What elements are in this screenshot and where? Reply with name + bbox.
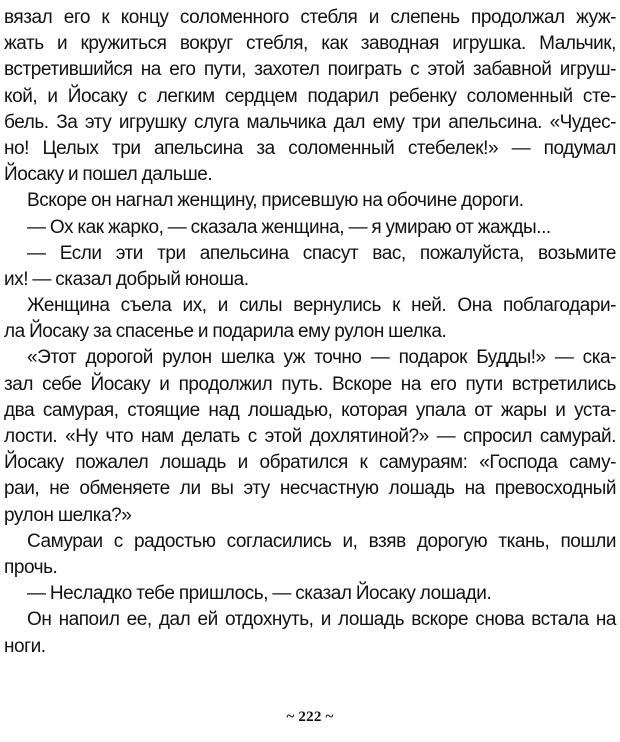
text-line: Самураи с радостью согласились и, взяв дорогую ткань, пошли <box>27 530 616 552</box>
text-line: — Ох как жарко, — сказала женщина, — я умираю от жажды... <box>27 216 551 238</box>
text-line: лости. «Ну что нам делать с этой дохлятиной?» — спросил самурай. <box>4 426 616 447</box>
text-line: их! — сказал добрый юноша. <box>4 268 249 290</box>
text-line: Вскоре он нагнал женщину, присевшую на обочине дороги. <box>27 190 524 212</box>
body-text <box>4 5 616 660</box>
text-line: Йосаку пожалел лошадь и обратился к самураям: «Господа саму- <box>4 452 616 474</box>
text-line: Женщина съела их, и силы вернулись к ней. Она поблагодари- <box>27 295 616 317</box>
text-line: «Этот дорогой рулон шелка уж точно — подарок Будды!» — ска- <box>27 347 616 369</box>
page-number: ~ 222 ~ <box>286 709 334 725</box>
text-line: вязал его к концу соломенного стебля и слепень продолжал жуж- <box>4 7 616 28</box>
text-line: ноги. <box>4 635 46 657</box>
text-line: зал себе Йосаку и продолжил путь. Вскоре на его пути встретились <box>4 373 616 395</box>
text-line: но! Целых три апельсина за соломенный стебелек!» — подумал <box>4 137 616 159</box>
text-line: Йосаку и пошел дальше. <box>4 164 213 186</box>
text-line: — Несладко тебе пришлось, — сказал Йосаку лошади. <box>27 583 492 605</box>
text-line: — Если эти три апельсина спасут вас, пожалуйста, возьмите <box>27 242 616 264</box>
text-line: прочь. <box>4 556 58 578</box>
text-line: жать и кружиться вокруг стебля, как заводная игрушка. Мальчик, <box>4 33 616 55</box>
text-line: раи, не обменяете ли вы эту несчастную лошадь на превосходный <box>4 478 616 500</box>
text-line: кой, и Йосаку с легким сердцем подарил ребенку соломенный сте- <box>4 85 616 107</box>
text-line: рулон шелка?» <box>4 504 132 526</box>
text-line: бель. За эту игрушку слуга мальчика дал ему три апельсина. «Чудес- <box>4 111 616 133</box>
text-line: ла Йосаку за спасенье и подарила ему рулон шелка. <box>4 321 447 343</box>
text-line: Он напоил ее, дал ей отдохнуть, и лошадь вскоре снова встала на <box>27 609 616 631</box>
text-line: два самурая, стоящие над лошадью, которая упала от жары и уста- <box>4 399 616 421</box>
text-line: встретившийся на его пути, захотел поиграть с этой забавной игруш- <box>4 59 616 81</box>
